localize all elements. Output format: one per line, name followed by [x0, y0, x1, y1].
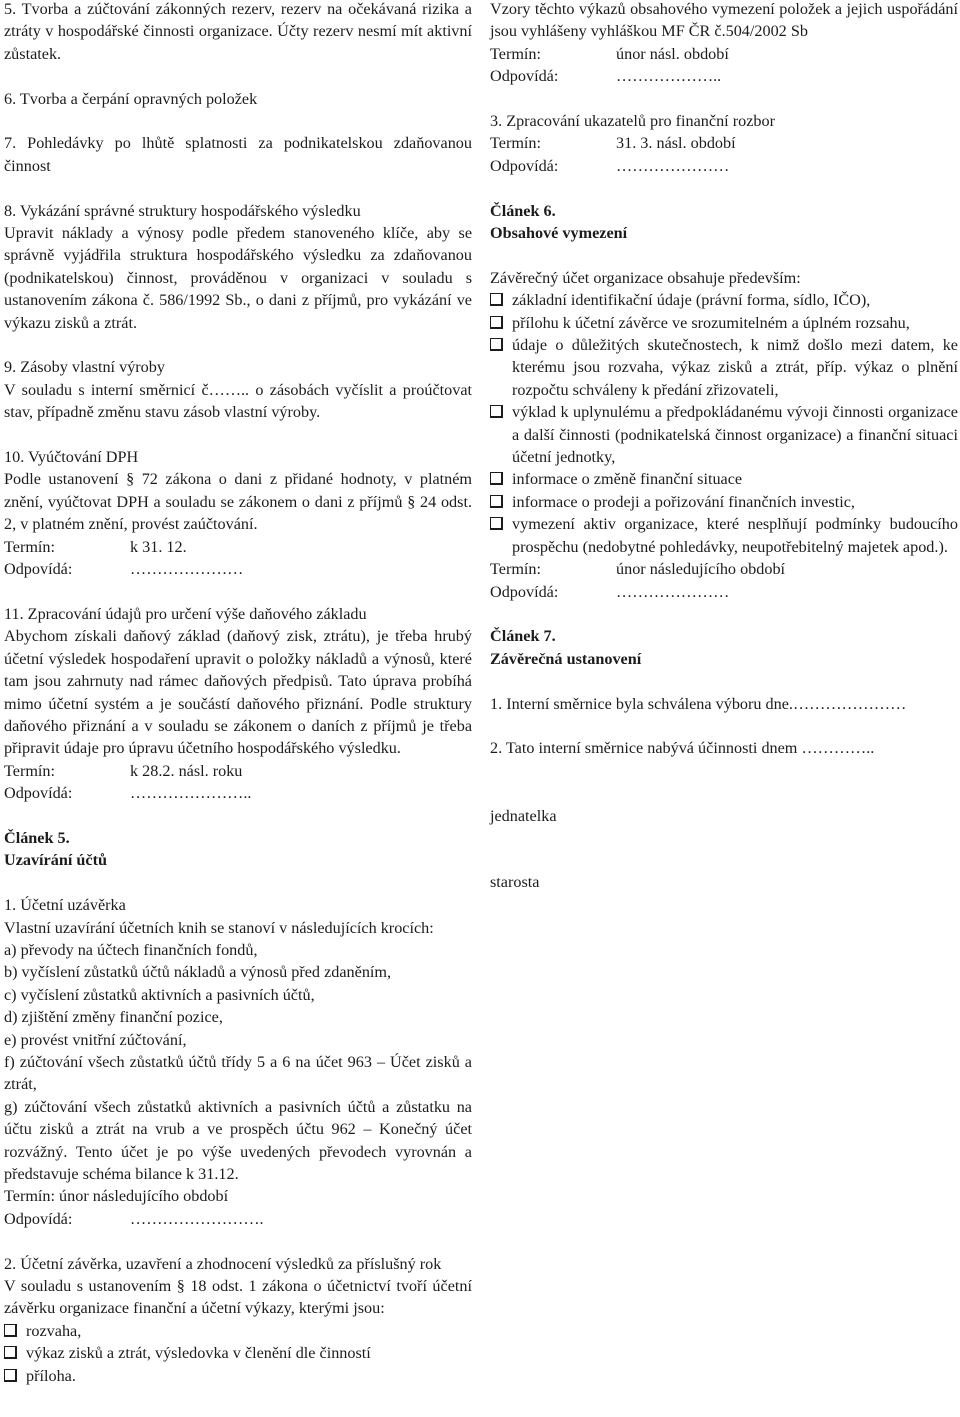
checkbox-icon: [4, 1324, 17, 1337]
checkbox-item: vymezení aktiv organizace, které nesplňují podmínky budoucího prospěchu (nedobytné pohledávky, neupotřebitelný majetek apod.).: [490, 513, 958, 558]
checkbox-icon: [4, 1346, 17, 1359]
list-item: c) vyčíslení zůstatků aktivních a pasivních účtů,: [4, 985, 315, 1004]
section-8: [4, 200, 472, 334]
section-10-text: Podle ustanovení § 72 zákona o dani z přidané hodnoty, v platném znění, vyúčtovat DPH a souladu se zákonem o dani z příjmů § 24 odst. 2, v platném znění, provést zaúčtování.: [4, 470, 472, 534]
checkbox-icon: [4, 1369, 17, 1382]
point-1-term: Termín: únor následujícího období: [4, 1187, 229, 1206]
article-7-point-2: [490, 737, 958, 759]
term-value: 31. 3. násl. období: [616, 134, 736, 153]
term-label: Termín:: [490, 44, 542, 63]
responsible-value: …………………….: [130, 1209, 264, 1228]
section-9: [4, 356, 472, 423]
responsible-value: …………………: [616, 582, 730, 601]
section-10-term: [4, 536, 472, 558]
article-6-responsible: [490, 581, 958, 603]
term-value: k 31. 12.: [130, 537, 187, 556]
signature-jednatelka: jednatelka: [490, 806, 557, 825]
checkbox-icon: [490, 405, 503, 418]
checkbox-item: informace o prodeji a pořizování finančních investic,: [490, 491, 958, 513]
article-6-content: [490, 267, 958, 603]
responsible-label: Odpovídá:: [4, 784, 73, 803]
section-6: [4, 88, 472, 110]
section-8-text: Upravit náklady a výnosy podle předem stanoveného klíče, aby se správně vyjádřila struktura hospodářského výsledku za zdaňovanou (podnikatelskou) činnost, prováděnou v organizaci v souladu s ustanovením zákona č. 586/1992 Sb., o dani z příjmů, pro vykázání ve výkazu zisků a ztrát.: [4, 224, 472, 332]
section-10-title: 10. Vyúčtování DPH: [4, 448, 139, 467]
checkbox-icon: [490, 338, 503, 351]
list-item: e) provést vnitřní zúčtování,: [4, 1030, 187, 1049]
article-5-point-2: [4, 1253, 472, 1387]
responsible-value: …………………..: [130, 784, 252, 803]
section-3-responsible: [490, 155, 958, 177]
right-top: [490, 0, 958, 88]
responsible-value: …………………: [616, 156, 730, 175]
article-6-term: [490, 558, 958, 580]
checkbox-item: výklad k uplynulému a předpokládanému vývoji činnosti organizace a další činnosti (podnikatelská činnost organizace) a finanční situaci účetní jednotky,: [490, 401, 958, 468]
section-11-title: 11. Zpracování údajů pro určení výše daňového základu: [4, 604, 367, 623]
list-item: f) zúčtování všech zůstatků účtů třídy 5 a 6 na účet 963 – Účet zisků a ztrát,: [4, 1052, 472, 1094]
checkbox-icon: [490, 293, 503, 306]
section-5: [4, 0, 472, 65]
section-11-term: [4, 760, 472, 782]
checkbox-item: údaje o důležitých skutečnostech, k nimž došlo mezi datem, ke kterému jsou rozvaha, výkaz zisků a ztrát, příp. výkaz o plnění rozpočtu schváleny k předání zřizovateli,: [490, 334, 958, 401]
point-1-responsible: [4, 1208, 472, 1230]
responsible-label: Odpovídá:: [490, 67, 559, 86]
article-6-intro: Závěrečný účet organizace obsahuje především:: [490, 268, 801, 287]
article-7-point-1: [490, 693, 958, 715]
term-label: Termín:: [490, 560, 542, 579]
article-7-point-2-text: 2. Tato interní směrnice nabývá účinnosti dnem …………..: [490, 739, 875, 758]
checkbox-icon: [490, 517, 503, 530]
section-3-term: [490, 132, 958, 154]
checkbox-item: rozvaha,: [4, 1320, 472, 1342]
point-2-text: V souladu s ustanovením § 18 odst. 1 zákona o účetnictví tvoří účetní závěrku organizace finanční a účetní výkazy, kterými jsou:: [4, 1277, 472, 1318]
term-label: Termín:: [4, 761, 56, 780]
section-10-responsible: [4, 558, 472, 580]
right-top-term: [490, 43, 958, 65]
checkbox-item: výkaz zisků a ztrát, výsledovka v členění dle činností: [4, 1342, 472, 1364]
responsible-value: …………………: [130, 560, 244, 579]
section-7: [4, 132, 472, 177]
responsible-value: ………………..: [616, 67, 722, 86]
article-6-number: Článek 6.: [490, 201, 556, 220]
section-9-text: V souladu s interní směrnicí č…….. o zásobách vyčíslit a proúčtovat stav, případně změnu stavu zásob vlastní výroby.: [4, 380, 472, 422]
article-5-number: Článek 5.: [4, 828, 70, 847]
point-2-title: 2. Účetní závěrka, uzavření a zhodnocení výsledků za příslušný rok: [4, 1254, 442, 1273]
section-11: [4, 603, 472, 805]
article-7-point-1-text: 1. Interní směrnice byla schválena výboru dne.…………………: [490, 694, 907, 713]
section-7-text: 7. Pohledávky po lhůtě splatnosti za podnikatelskou zdaňovanou činnost: [4, 134, 472, 175]
section-8-title: 8. Vykázání správné struktury hospodářského výsledku: [4, 201, 361, 220]
point-1-title: 1. Účetní uzávěrka: [4, 896, 126, 915]
list-item: d) zjištění změny finanční pozice,: [4, 1008, 223, 1027]
checkbox-icon: [490, 495, 503, 508]
checkbox-item: informace o změně finanční situace: [490, 468, 958, 490]
term-value: únor následujícího období: [616, 560, 786, 579]
list-item: a) převody na účtech finančních fondů,: [4, 940, 258, 959]
responsible-label: Odpovídá:: [490, 582, 559, 601]
section-5-text: 5. Tvorba a zúčtování zákonných rezerv, rezerv na očekávaná rizika a ztráty v hospodářské činnosti organizace. Účty rezerv nesmí mít aktivní zůstatek.: [4, 0, 472, 63]
section-3: [490, 110, 958, 177]
checkbox-icon: [490, 472, 503, 485]
section-9-title: 9. Zásoby vlastní výroby: [4, 358, 165, 377]
article-7-number: Článek 7.: [490, 627, 556, 646]
article-5-point-1: [4, 894, 472, 1230]
checkbox-item: příloha.: [4, 1365, 472, 1387]
section-6-title: 6. Tvorba a čerpání opravných položek: [4, 89, 258, 108]
article-6-title: Obsahové vymezení: [490, 224, 628, 243]
section-11-text: Abychom získali daňový základ (daňový zisk, ztrátu), je třeba hrubý účetní výsledek hospodaření upravit o položky nákladů a výnosů, které tam jsou zahrnuty nad rámec daňových předpisů. Tato úprava probíhá mimo účetní systém a je součástí daňového přiznání. Podle struktury daňového přiznání a v souladu se zákonem o daních z příjmů je třeba připravit údaje pro úpravu účetního hospodářského výsledku.: [4, 627, 472, 758]
point-1-intro: Vlastní uzavírání účetních knih se stanoví v následujících krocích:: [4, 918, 434, 937]
checkbox-item: přílohu k účetní závěrce ve srozumitelném a úplném rozsahu,: [490, 312, 958, 334]
left-column: [4, 0, 472, 1387]
checkbox-icon: [490, 316, 503, 329]
right-top-responsible: [490, 65, 958, 87]
list-item: b) vyčíslení zůstatků účtů nákladů a výnosů před zdaněním,: [4, 963, 392, 982]
checkbox-item: základní identifikační údaje (právní forma, sídlo, IČO),: [490, 289, 958, 311]
right-top-text: Vzory těchto výkazů obsahového vymezení položek a jejich uspořádání jsou vyhlášeny vyhláškou MF ČR č.504/2002 Sb: [490, 0, 958, 41]
term-value: únor násl. období: [616, 44, 729, 63]
responsible-label: Odpovídá:: [4, 1209, 73, 1228]
article-7-title: Závěrečná ustanovení: [490, 649, 642, 668]
signature-starosta: starosta: [490, 872, 540, 891]
article-7-heading: [490, 625, 958, 670]
list-item: g) zúčtování všech zůstatků aktivních a pasivních účtů a zůstatku na účtu zisků a ztrát na vrub a ve prospěch účtu 962 – Konečný účet rozvážný. Tento účet je po výše uvedených převodech vyrovnán a představuje schéma bilance k 31.12.: [4, 1097, 472, 1183]
responsible-label: Odpovídá:: [490, 156, 559, 175]
article-5-title: Uzavírání účtů: [4, 851, 107, 870]
term-value: k 28.2. násl. roku: [130, 761, 243, 780]
article-5: [4, 827, 472, 872]
section-3-title: 3. Zpracování ukazatelů pro finanční rozbor: [490, 112, 775, 131]
section-11-responsible: [4, 782, 472, 804]
article-6-heading: [490, 200, 958, 245]
term-label: Termín:: [4, 537, 56, 556]
right-column: [490, 0, 958, 893]
responsible-label: Odpovídá:: [4, 560, 73, 579]
term-label: Termín:: [490, 134, 542, 153]
section-10: [4, 446, 472, 580]
